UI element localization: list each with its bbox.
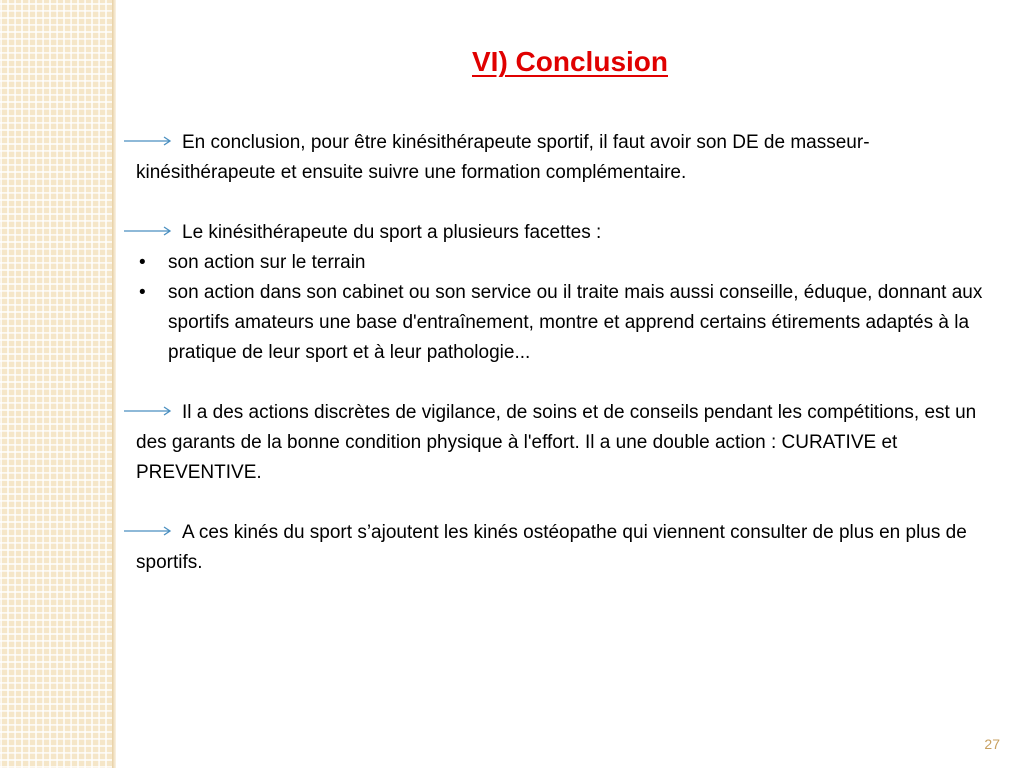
slide-title-text: VI) Conclusion xyxy=(472,46,668,77)
paragraph-1-text: En conclusion, pour être kinésithérapeute sportif, il faut avoir son DE de masseur-kinésithérapeute et ensuite suivre une formation complémentaire. xyxy=(136,132,870,183)
side-band-edge xyxy=(112,0,116,768)
paragraph-3-text: Il a des actions discrètes de vigilance, de soins et de conseils pendant les compétitions, est un des garants de la bonne condition physique à l'effort. Il a une double action : CURATIVE et PREVENTIVE. xyxy=(136,402,977,483)
right-arrow-icon xyxy=(124,226,172,236)
right-arrow-icon xyxy=(124,406,172,416)
list-item xyxy=(136,278,996,368)
paragraph-3 xyxy=(136,398,996,488)
bullet-icon: • xyxy=(139,252,146,273)
list-item xyxy=(136,248,996,278)
list-item-text: son action sur le terrain xyxy=(168,252,366,273)
slide-title xyxy=(116,46,1024,78)
paragraph-2-text: Le kinésithérapeute du sport a plusieurs facettes : xyxy=(182,222,602,243)
decorative-side-band xyxy=(0,0,112,768)
paragraph-1 xyxy=(136,128,996,188)
paragraph-4-text: A ces kinés du sport s’ajoutent les kinés ostéopathe qui viennent consulter de plus en plus de sportifs. xyxy=(136,522,967,573)
right-arrow-icon xyxy=(124,526,172,536)
list-item-text: son action dans son cabinet ou son service ou il traite mais aussi conseille, éduque, donnant aux sportifs amateurs une base d'entraînement, montre et apprend certains étirements adaptés à la pratique de leur sport et à leur pathologie... xyxy=(168,282,983,363)
slide-content xyxy=(136,128,996,608)
bullet-icon: • xyxy=(139,282,146,303)
facets-list xyxy=(136,248,996,368)
paragraph-2 xyxy=(136,218,996,248)
paragraph-4 xyxy=(136,518,996,578)
page-number: 27 xyxy=(984,736,1000,752)
right-arrow-icon xyxy=(124,136,172,146)
